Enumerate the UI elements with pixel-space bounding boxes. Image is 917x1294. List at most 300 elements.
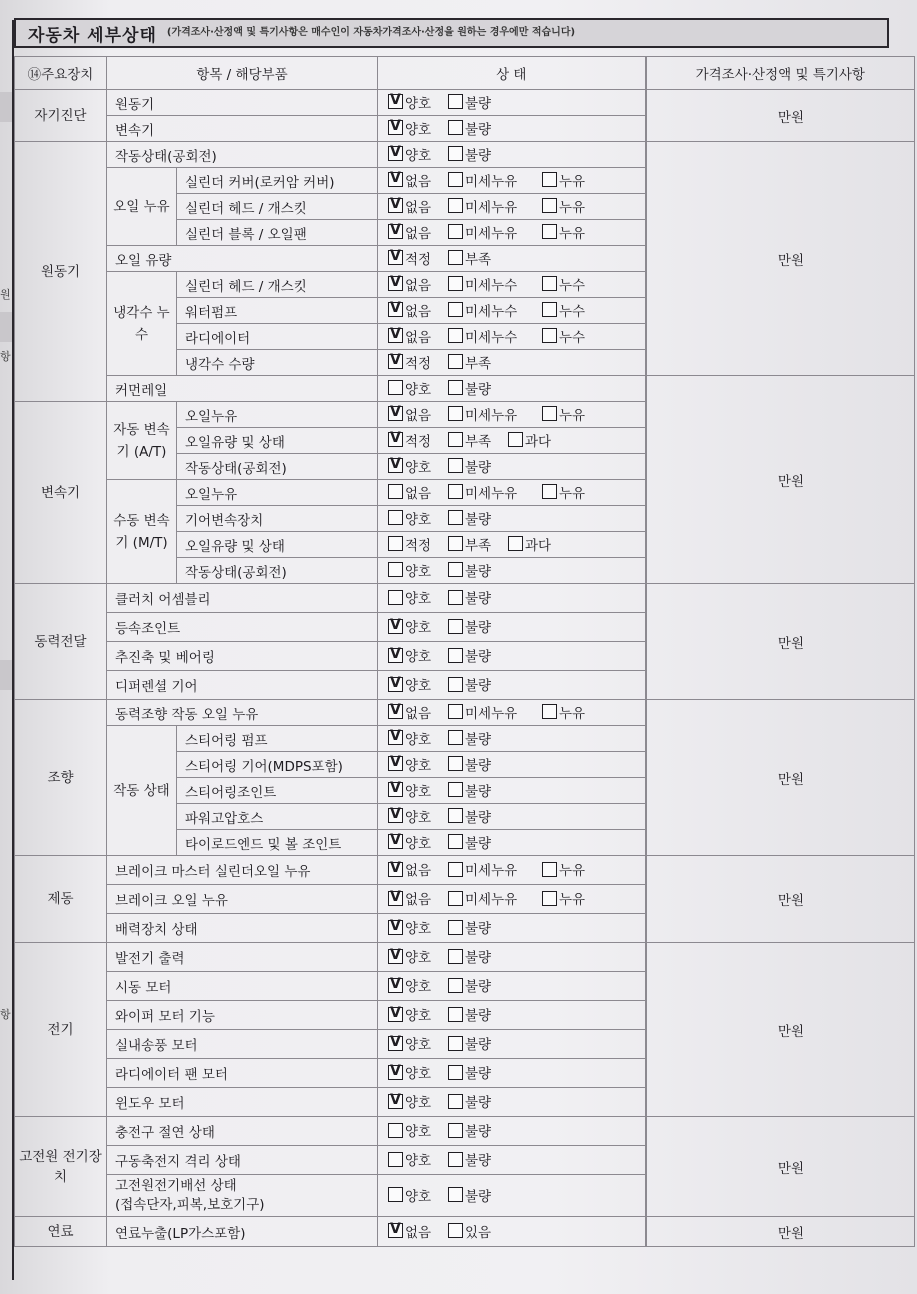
status-checkbox-option[interactable]: [448, 587, 502, 607]
price-cell: 만원: [646, 142, 915, 376]
status-checkbox-option[interactable]: [448, 248, 502, 268]
item-cell: 충전구 절연 상태: [107, 1117, 378, 1146]
option-label: 불량: [465, 757, 492, 774]
status-checkbox-option[interactable]: [448, 352, 502, 372]
status-checkbox-option[interactable]: [448, 728, 502, 748]
state-cell: [378, 376, 646, 402]
status-checkbox-option[interactable]: [388, 832, 442, 852]
status-checkbox-option[interactable]: [448, 534, 502, 554]
option-label: 없음: [405, 705, 432, 722]
unchecked-box-icon[interactable]: [448, 302, 463, 317]
option-label: 양호: [405, 731, 432, 748]
unchecked-box-icon[interactable]: [448, 862, 463, 877]
state-cell: [378, 943, 646, 972]
unchecked-box-icon[interactable]: [448, 949, 463, 964]
status-checkbox-option[interactable]: [542, 859, 596, 879]
state-cell: [378, 804, 646, 830]
unchecked-box-icon[interactable]: [448, 1152, 463, 1167]
checked-box-icon[interactable]: [388, 198, 403, 213]
status-checkbox-option[interactable]: [448, 222, 536, 242]
option-label: 누유: [559, 705, 586, 722]
status-checkbox-option[interactable]: [388, 780, 442, 800]
unchecked-box-icon[interactable]: [542, 198, 557, 213]
price-cell: 만원: [646, 856, 915, 943]
unchecked-box-icon[interactable]: [448, 146, 463, 161]
status-checkbox-option[interactable]: [388, 1062, 442, 1082]
unchecked-box-icon[interactable]: [448, 276, 463, 291]
option-label: 불량: [465, 835, 492, 852]
item-cell: 스티어링조인트: [177, 778, 378, 804]
status-checkbox-option[interactable]: [388, 975, 442, 995]
status-checkbox-option[interactable]: [388, 1149, 442, 1169]
status-checkbox-option[interactable]: [448, 917, 502, 937]
unchecked-box-icon[interactable]: [448, 1065, 463, 1080]
status-checkbox-option[interactable]: [448, 430, 502, 450]
status-checkbox-option[interactable]: [448, 1221, 502, 1241]
status-checkbox-option[interactable]: [448, 118, 502, 138]
status-checkbox-option[interactable]: [448, 859, 536, 879]
unchecked-box-icon[interactable]: [448, 406, 463, 421]
checked-box-icon[interactable]: [388, 328, 403, 343]
status-checkbox-option[interactable]: [388, 430, 442, 450]
option-label: 양호: [405, 757, 432, 774]
checked-box-icon[interactable]: [388, 782, 403, 797]
status-checkbox-option[interactable]: [508, 534, 562, 554]
option-label: 불량: [465, 591, 492, 608]
unchecked-box-icon[interactable]: [448, 1123, 463, 1138]
option-label: 양호: [405, 1037, 432, 1054]
status-checkbox-option[interactable]: [388, 352, 442, 372]
status-checkbox-option[interactable]: [388, 1033, 442, 1053]
unchecked-box-icon[interactable]: [448, 920, 463, 935]
unchecked-box-icon[interactable]: [388, 1123, 403, 1138]
item-cell: 기어변속장치: [177, 506, 378, 532]
status-checkbox-option[interactable]: [388, 560, 442, 580]
checked-box-icon[interactable]: [388, 648, 403, 663]
header-note: 가격조사·산정액 및 특기사항: [646, 57, 915, 90]
category-cell: 제동: [15, 856, 107, 943]
section-subtitle: (가격조사·산정액 및 특기사항은 매수인이 자동차가격조사·산정을 원하는 경우에만 적습니다): [166, 27, 576, 38]
section-title-bar: [14, 18, 889, 48]
item-cell: 오일누유: [177, 402, 378, 428]
status-checkbox-option[interactable]: [388, 404, 442, 424]
checked-box-icon[interactable]: [388, 458, 403, 473]
option-label: 양호: [405, 783, 432, 800]
status-checkbox-option[interactable]: [448, 674, 502, 694]
unchecked-box-icon[interactable]: [448, 120, 463, 135]
option-label: 미세누유: [465, 892, 518, 909]
item-cell: 등속조인트: [107, 613, 378, 642]
table-header-row: [15, 57, 915, 90]
item-cell: 디퍼렌셜 기어: [107, 671, 378, 700]
status-checkbox-option[interactable]: [388, 118, 442, 138]
status-checkbox-option[interactable]: [542, 196, 596, 216]
checked-box-icon[interactable]: [388, 834, 403, 849]
status-checkbox-option[interactable]: [388, 274, 442, 294]
unchecked-box-icon[interactable]: [448, 782, 463, 797]
option-label: 미세누유: [465, 407, 518, 424]
option-label: 불량: [465, 1095, 492, 1112]
status-checkbox-option[interactable]: [388, 300, 442, 320]
status-checkbox-option[interactable]: [542, 702, 596, 722]
unchecked-box-icon[interactable]: [448, 354, 463, 369]
status-checkbox-option[interactable]: [448, 616, 502, 636]
unchecked-box-icon[interactable]: [448, 484, 463, 499]
option-label: 양호: [405, 121, 432, 138]
status-checkbox-option[interactable]: [448, 1149, 502, 1169]
state-cell: [378, 142, 646, 168]
unchecked-box-icon[interactable]: [448, 1036, 463, 1051]
unchecked-box-icon[interactable]: [448, 1187, 463, 1202]
table-row: [15, 584, 915, 613]
unchecked-box-icon[interactable]: [448, 590, 463, 605]
unchecked-box-icon[interactable]: [448, 380, 463, 395]
unchecked-box-icon[interactable]: [542, 276, 557, 291]
unchecked-box-icon[interactable]: [508, 432, 523, 447]
item-cell: 작동상태(공회전): [177, 454, 378, 480]
option-label: 불량: [465, 979, 492, 996]
status-checkbox-option[interactable]: [388, 222, 442, 242]
checked-box-icon[interactable]: [388, 677, 403, 692]
item-cell: 타이로드엔드 및 볼 조인트: [177, 830, 378, 856]
checked-box-icon[interactable]: [388, 978, 403, 993]
checked-box-icon[interactable]: [388, 619, 403, 634]
status-checkbox-option[interactable]: [448, 170, 536, 190]
item-cell: 동력조향 작동 오일 누유: [107, 700, 378, 726]
option-label: 없음: [405, 863, 432, 880]
status-checkbox-option[interactable]: [388, 806, 442, 826]
option-label: 미세누유: [465, 705, 518, 722]
option-label: 양호: [405, 381, 432, 398]
status-checkbox-option[interactable]: [448, 456, 502, 476]
status-checkbox-option[interactable]: [388, 946, 442, 966]
option-label: 불량: [465, 649, 492, 666]
state-cell: [378, 726, 646, 752]
option-label: 미세누유: [465, 225, 518, 242]
status-checkbox-option[interactable]: [388, 482, 442, 502]
header-device: ⑭주요장치: [15, 57, 107, 90]
status-checkbox-option[interactable]: [388, 587, 442, 607]
item-cell: 배력장치 상태: [107, 914, 378, 943]
status-checkbox-option[interactable]: [448, 508, 502, 528]
status-checkbox-option[interactable]: [542, 274, 596, 294]
unchecked-box-icon[interactable]: [448, 808, 463, 823]
status-checkbox-option[interactable]: [388, 170, 442, 190]
unchecked-box-icon[interactable]: [448, 677, 463, 692]
unchecked-box-icon[interactable]: [542, 328, 557, 343]
checked-box-icon[interactable]: [388, 276, 403, 291]
unchecked-box-icon[interactable]: [542, 224, 557, 239]
unchecked-box-icon[interactable]: [388, 562, 403, 577]
unchecked-box-icon[interactable]: [448, 328, 463, 343]
state-cell: [378, 402, 646, 428]
unchecked-box-icon[interactable]: [448, 648, 463, 663]
unchecked-box-icon[interactable]: [448, 756, 463, 771]
status-checkbox-option[interactable]: [542, 300, 596, 320]
status-checkbox-option[interactable]: [448, 196, 536, 216]
checked-box-icon[interactable]: [388, 172, 403, 187]
checked-box-icon[interactable]: [388, 808, 403, 823]
status-checkbox-option[interactable]: [448, 144, 502, 164]
status-checkbox-option[interactable]: [448, 832, 502, 852]
status-checkbox-option[interactable]: [388, 616, 442, 636]
status-checkbox-option[interactable]: [448, 378, 502, 398]
checked-box-icon[interactable]: [388, 1223, 403, 1238]
item-cell: 추진축 및 베어링: [107, 642, 378, 671]
unchecked-box-icon[interactable]: [448, 834, 463, 849]
status-checkbox-option[interactable]: [448, 888, 536, 908]
status-checkbox-option[interactable]: [388, 728, 442, 748]
status-checkbox-option[interactable]: [448, 975, 502, 995]
unchecked-box-icon[interactable]: [448, 224, 463, 239]
unchecked-box-icon[interactable]: [448, 458, 463, 473]
status-checkbox-option[interactable]: [388, 702, 442, 722]
edge-text: 항: [0, 1008, 11, 1021]
checked-box-icon[interactable]: [388, 120, 403, 135]
unchecked-box-icon[interactable]: [388, 380, 403, 395]
status-checkbox-option[interactable]: [448, 274, 536, 294]
option-label: 양호: [405, 459, 432, 476]
option-label: 불량: [465, 1037, 492, 1054]
item-cell: 실내송풍 모터: [107, 1030, 378, 1059]
checked-box-icon[interactable]: [388, 1094, 403, 1109]
status-checkbox-option[interactable]: [448, 1091, 502, 1111]
option-label: 누유: [559, 485, 586, 502]
option-label: 없음: [405, 1224, 432, 1241]
status-checkbox-option[interactable]: [448, 1004, 502, 1024]
status-checkbox-option[interactable]: [448, 645, 502, 665]
option-label: 미세누유: [465, 485, 518, 502]
item-cell: 실린더 헤드 / 개스킷: [177, 272, 378, 298]
checked-box-icon[interactable]: [388, 302, 403, 317]
checked-box-icon[interactable]: [388, 1036, 403, 1051]
unchecked-box-icon[interactable]: [448, 536, 463, 551]
state-cell: [378, 914, 646, 943]
option-label: 과다: [525, 433, 552, 450]
header-item: 항목 / 해당부품: [107, 57, 378, 90]
item-cell: 오일유량 및 상태: [177, 428, 378, 454]
status-checkbox-option[interactable]: [388, 645, 442, 665]
price-cell: 만원: [646, 376, 915, 584]
option-label: 양호: [405, 95, 432, 112]
option-label: 불량: [465, 381, 492, 398]
item-cell: 실린더 헤드 / 개스킷: [177, 194, 378, 220]
unchecked-box-icon[interactable]: [542, 704, 557, 719]
unchecked-box-icon[interactable]: [388, 536, 403, 551]
option-label: 불량: [465, 1188, 492, 1205]
unchecked-box-icon[interactable]: [448, 978, 463, 993]
option-label: 없음: [405, 303, 432, 320]
status-checkbox-option[interactable]: [448, 1033, 502, 1053]
checked-box-icon[interactable]: [388, 94, 403, 109]
state-cell: [378, 324, 646, 350]
status-checkbox-option[interactable]: [448, 946, 502, 966]
item-cell: 워터펌프: [177, 298, 378, 324]
status-checkbox-option[interactable]: [448, 780, 502, 800]
unchecked-box-icon[interactable]: [448, 250, 463, 265]
status-checkbox-option[interactable]: [388, 326, 442, 346]
option-label: 미세누수: [465, 277, 518, 294]
table-row: [15, 700, 915, 726]
option-label: 적정: [405, 355, 432, 372]
unchecked-box-icon[interactable]: [542, 862, 557, 877]
price-cell: 만원: [646, 700, 915, 856]
status-checkbox-option[interactable]: [448, 482, 536, 502]
status-checkbox-option[interactable]: [388, 378, 442, 398]
state-cell: [378, 885, 646, 914]
unchecked-box-icon[interactable]: [448, 510, 463, 525]
checked-box-icon[interactable]: [388, 862, 403, 877]
status-checkbox-option[interactable]: [448, 1062, 502, 1082]
unchecked-box-icon[interactable]: [448, 198, 463, 213]
unchecked-box-icon[interactable]: [448, 94, 463, 109]
unchecked-box-icon[interactable]: [388, 484, 403, 499]
option-label: 불량: [465, 809, 492, 826]
unchecked-box-icon[interactable]: [448, 1007, 463, 1022]
status-checkbox-option[interactable]: [388, 1221, 442, 1241]
option-label: 누유: [559, 199, 586, 216]
status-checkbox-option[interactable]: [448, 754, 502, 774]
status-checkbox-option[interactable]: [542, 326, 596, 346]
checked-box-icon[interactable]: [388, 1007, 403, 1022]
option-label: 불량: [465, 1008, 492, 1025]
checked-box-icon[interactable]: [388, 704, 403, 719]
status-checkbox-option[interactable]: [388, 508, 442, 528]
option-label: 양호: [405, 1124, 432, 1141]
unchecked-box-icon[interactable]: [388, 510, 403, 525]
status-checkbox-option[interactable]: [542, 222, 596, 242]
item-cell: 냉각수 수량: [177, 350, 378, 376]
state-cell: [378, 1001, 646, 1030]
state-cell: [378, 972, 646, 1001]
status-checkbox-option[interactable]: [388, 144, 442, 164]
status-checkbox-option[interactable]: [388, 456, 442, 476]
item-cell: 구동축전지 격리 상태: [107, 1146, 378, 1175]
checked-box-icon[interactable]: [388, 432, 403, 447]
status-checkbox-option[interactable]: [448, 404, 536, 424]
table-row: [15, 376, 915, 402]
checked-box-icon[interactable]: [388, 250, 403, 265]
state-cell: [378, 90, 646, 116]
unchecked-box-icon[interactable]: [388, 1152, 403, 1167]
status-checkbox-option[interactable]: [388, 1120, 442, 1140]
item-cell: 고전원전기배선 상태 (접속단자,피복,보호기구): [107, 1175, 378, 1217]
checked-box-icon[interactable]: [388, 891, 403, 906]
status-checkbox-option[interactable]: [388, 248, 442, 268]
item-cell: 라디에이터: [177, 324, 378, 350]
status-checkbox-option[interactable]: [388, 917, 442, 937]
item-cell: 원동기: [107, 90, 378, 116]
status-checkbox-option[interactable]: [388, 674, 442, 694]
checked-box-icon[interactable]: [388, 354, 403, 369]
status-checkbox-option[interactable]: [388, 1091, 442, 1111]
unchecked-box-icon[interactable]: [448, 730, 463, 745]
status-checkbox-option[interactable]: [448, 326, 536, 346]
option-label: 없음: [405, 892, 432, 909]
status-checkbox-option[interactable]: [542, 888, 596, 908]
unchecked-box-icon[interactable]: [388, 1187, 403, 1202]
unchecked-box-icon[interactable]: [448, 891, 463, 906]
option-label: 불량: [465, 783, 492, 800]
option-label: 양호: [405, 1008, 432, 1025]
option-label: 양호: [405, 1188, 432, 1205]
checked-box-icon[interactable]: [388, 949, 403, 964]
subcategory-cell: 냉각수 누수: [107, 272, 177, 376]
status-checkbox-option[interactable]: [388, 196, 442, 216]
checked-box-icon[interactable]: [388, 224, 403, 239]
state-cell: [378, 752, 646, 778]
status-checkbox-option[interactable]: [388, 1185, 442, 1205]
subcategory-cell: 수동 변속기 (M/T): [107, 480, 177, 584]
unchecked-box-icon[interactable]: [542, 172, 557, 187]
unchecked-box-icon[interactable]: [448, 562, 463, 577]
status-checkbox-option[interactable]: [448, 92, 502, 112]
item-cell: 발전기 출력: [107, 943, 378, 972]
item-cell: 시동 모터: [107, 972, 378, 1001]
option-label: 누유: [559, 892, 586, 909]
unchecked-box-icon[interactable]: [542, 302, 557, 317]
checked-box-icon[interactable]: [388, 756, 403, 771]
unchecked-box-icon[interactable]: [448, 619, 463, 634]
state-cell: [378, 220, 646, 246]
status-checkbox-option[interactable]: [542, 404, 596, 424]
status-checkbox-option[interactable]: [388, 859, 442, 879]
option-label: 불량: [465, 731, 492, 748]
status-checkbox-option[interactable]: [448, 1120, 502, 1140]
status-checkbox-option[interactable]: [388, 1004, 442, 1024]
item-cell: 작동상태(공회전): [177, 558, 378, 584]
table-row: [15, 142, 915, 168]
unchecked-box-icon[interactable]: [508, 536, 523, 551]
unchecked-box-icon[interactable]: [448, 704, 463, 719]
unchecked-box-icon[interactable]: [542, 406, 557, 421]
status-checkbox-option[interactable]: [388, 534, 442, 554]
category-cell: 변속기: [15, 402, 107, 584]
state-cell: [378, 194, 646, 220]
price-cell: 만원: [646, 584, 915, 700]
item-cell: 작동상태(공회전): [107, 142, 378, 168]
status-checkbox-option[interactable]: [448, 702, 536, 722]
checked-box-icon[interactable]: [388, 1065, 403, 1080]
status-checkbox-option[interactable]: [388, 888, 442, 908]
status-checkbox-option[interactable]: [448, 300, 536, 320]
checked-box-icon[interactable]: [388, 920, 403, 935]
unchecked-box-icon[interactable]: [448, 432, 463, 447]
status-checkbox-option[interactable]: [388, 92, 442, 112]
status-checkbox-option[interactable]: [448, 560, 502, 580]
state-cell: [378, 1146, 646, 1175]
state-cell: [378, 350, 646, 376]
status-checkbox-option[interactable]: [448, 806, 502, 826]
unchecked-box-icon[interactable]: [448, 172, 463, 187]
checked-box-icon[interactable]: [388, 406, 403, 421]
state-cell: [378, 671, 646, 700]
unchecked-box-icon[interactable]: [388, 590, 403, 605]
unchecked-box-icon[interactable]: [542, 484, 557, 499]
status-checkbox-option[interactable]: [542, 482, 596, 502]
status-checkbox-option[interactable]: [388, 754, 442, 774]
option-label: 불량: [465, 563, 492, 580]
status-checkbox-option[interactable]: [508, 430, 562, 450]
checked-box-icon[interactable]: [388, 730, 403, 745]
unchecked-box-icon[interactable]: [448, 1223, 463, 1238]
unchecked-box-icon[interactable]: [542, 891, 557, 906]
status-checkbox-option[interactable]: [542, 170, 596, 190]
item-cell: 실린더 블록 / 오일팬: [177, 220, 378, 246]
unchecked-box-icon[interactable]: [448, 1094, 463, 1109]
status-checkbox-option[interactable]: [448, 1185, 502, 1205]
checked-box-icon[interactable]: [388, 146, 403, 161]
